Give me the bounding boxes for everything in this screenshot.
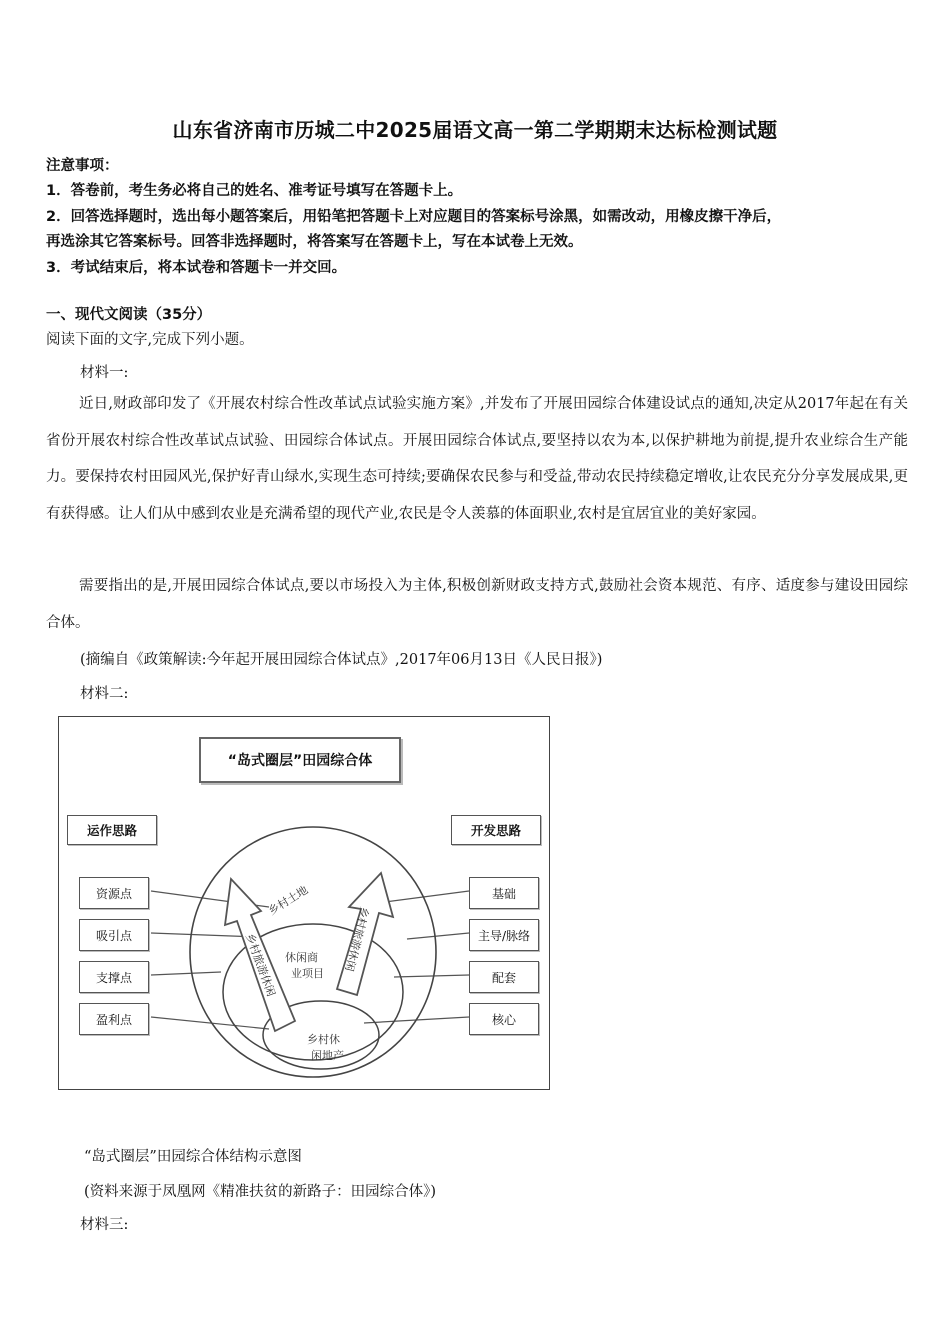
right-item: 基础 xyxy=(469,877,539,909)
development-header: 开发思路 xyxy=(451,815,541,845)
island-layer-diagram xyxy=(58,716,550,1090)
diagram-source: (资料来源于凤凰网《精准扶贫的新路子：田园综合体》) xyxy=(84,1184,437,1200)
material2-label: 材料二: xyxy=(80,686,129,702)
left-item: 盈利点 xyxy=(79,1003,149,1035)
left-item: 吸引点 xyxy=(79,919,149,951)
material3-label: 材料三: xyxy=(80,1217,129,1233)
inner-ellipse-label-2: 闲地产 xyxy=(311,1049,344,1062)
left-item: 资源点 xyxy=(79,877,149,909)
middle-ellipse-label-1: 休闲商 xyxy=(285,951,318,964)
material1-paragraph-1: 近日,财政部印发了《开展农村综合性改革试点试验实施方案》,并发布了开展田园综合体建设试点的通知,决定从2017年起在有关省份开展农村综合性改革试点试验、田园综合体试点。开展田园综合体试点,要坚持以农为本,以保护耕地为前提,提升农业综合生产能力。要保持农村田园风光,保护好青山绿水,实现生态可持续;要确保农民参与和受益,带动农民持续稳定增收,让农民充分分享发展成果,更有获得感。让人们从中感到农业是充满希望的现代产业,农民是令人羡慕的体面职业,农村是宜居宜业的美好家园。 xyxy=(46,396,908,522)
section-instruction: 阅读下面的文字,完成下列小题。 xyxy=(46,332,254,348)
right-item: 配套 xyxy=(469,961,539,993)
arrow-left-label: 乡村旅游休闲 xyxy=(242,931,278,999)
material1-paragraph-2: 需要指出的是,开展田园综合体试点,要以市场投入为主体,积极创新财政支持方式,鼓励社会资本规范、有序、适度参与建设田园综合体。 xyxy=(46,578,908,631)
inner-ellipse-label-1: 乡村休 xyxy=(307,1033,340,1046)
section-heading: 一、现代文阅读（35分） xyxy=(46,307,212,323)
notice-item-2a: 2．回答选择题时，选出每小题答案后，用铅笔把答题卡上对应题目的答案标号涂黑，如需改动，用橡皮擦干净后， xyxy=(46,209,782,225)
left-item: 支撑点 xyxy=(79,961,149,993)
notice-item-1: 1．答卷前，考生务必将自己的姓名、准考证号填写在答题卡上。 xyxy=(46,183,463,199)
right-item: 核心 xyxy=(469,1003,539,1035)
connector-line xyxy=(407,933,469,939)
outer-ellipse-label: 乡村土地 xyxy=(266,883,311,918)
connector-line xyxy=(151,972,221,975)
arrow-right-label: 乡村旅游休闲 xyxy=(342,905,372,973)
connector-line xyxy=(394,975,469,977)
notice-heading: 注意事项： xyxy=(46,158,119,174)
material1-label: 材料一: xyxy=(80,365,129,381)
middle-ellipse-label-2: 业项目 xyxy=(291,967,324,980)
material1-source: (摘编自《政策解读:今年起开展田园综合体试点》,2017年06月13日《人民日报》) xyxy=(80,652,603,668)
right-item: 主导/脉络 xyxy=(469,919,539,951)
notice-item-2b: 再选涂其它答案标号。回答非选择题时，将答案写在答题卡上，写在本试卷上无效。 xyxy=(46,234,583,250)
diagram-caption: “岛式圈层”田园综合体结构示意图 xyxy=(84,1149,302,1165)
notice-item-3: 3．考试结束后，将本试卷和答题卡一并交回。 xyxy=(46,260,347,276)
operation-header: 运作思路 xyxy=(67,815,157,845)
connector-line xyxy=(151,1017,269,1029)
diagram-title: “岛式圈层”田园综合体 xyxy=(199,737,401,783)
page-title: 山东省济南市历城二中2025届语文高一第二学期期末达标检测试题 xyxy=(172,118,778,142)
